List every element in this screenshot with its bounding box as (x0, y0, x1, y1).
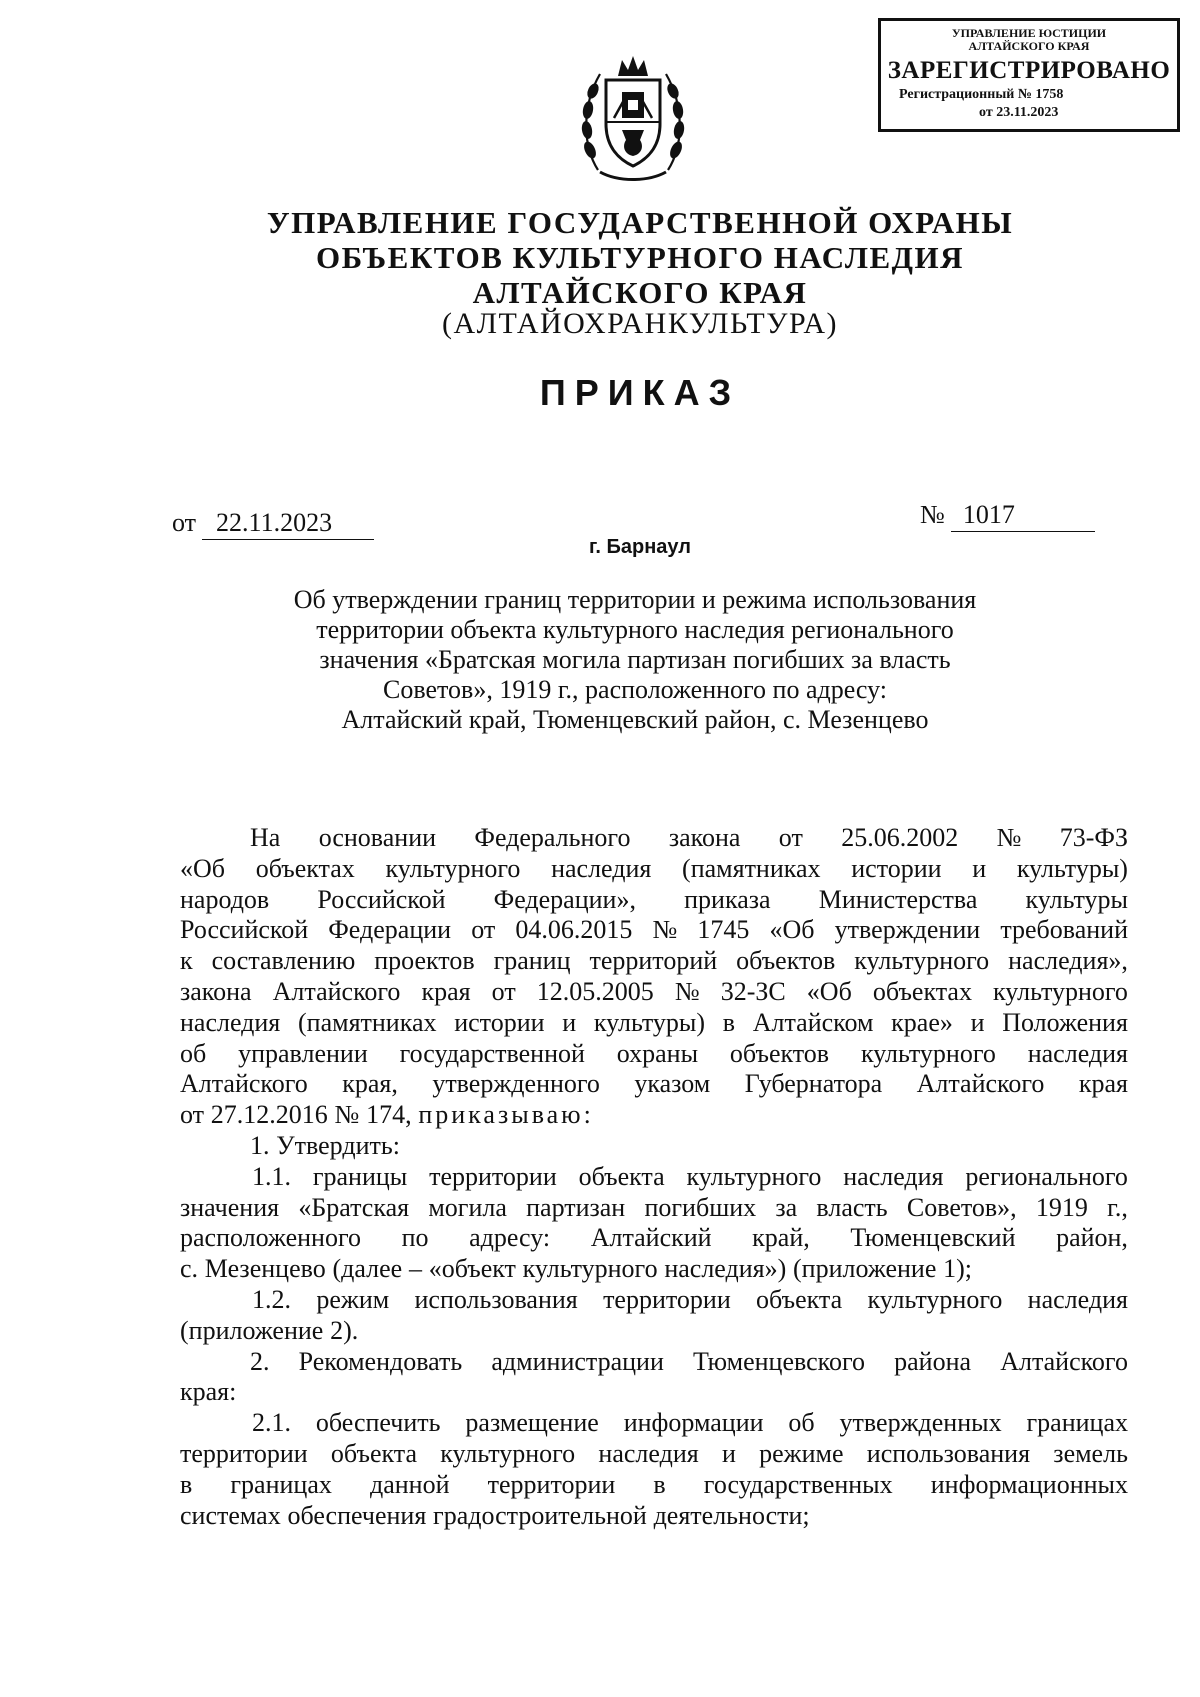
body-word: государственной (399, 1038, 585, 1068)
body-word: Губернатора (744, 1069, 883, 1099)
body-word: значения (180, 1192, 280, 1222)
body-word: Федерального (474, 823, 631, 852)
body-word: Мезенцево (204, 1254, 326, 1284)
body-word: границы (312, 1161, 408, 1191)
document-subject (230, 585, 1040, 735)
body-word: крае» (891, 1007, 953, 1037)
body-word: управлении (238, 1038, 368, 1068)
body-word: культурного (686, 1161, 822, 1191)
body-word: наследия») (664, 1254, 787, 1284)
body-word: территории (487, 1469, 616, 1499)
body-word: № (674, 976, 700, 1006)
body-word: Алтайского (180, 1069, 308, 1099)
body-word: г., (1107, 1192, 1128, 1222)
body-word: по (401, 1223, 429, 1253)
body-word: Федерации», (493, 884, 636, 914)
subject-line: Советов», 1919 г., расположенного по адресу: (383, 675, 887, 704)
body-word: 04.06.2015 (515, 915, 633, 945)
body-line (180, 1100, 1128, 1131)
body-word: данной (370, 1469, 450, 1499)
body-word: территорий (589, 946, 718, 976)
body-word: края, (342, 1069, 398, 1099)
body-word: культурного (993, 976, 1128, 1006)
body-word: 27.12.2016 (210, 1100, 328, 1130)
body-word: могила (428, 1192, 507, 1222)
body-word: составлению (211, 946, 356, 976)
body-line (180, 1008, 1128, 1039)
body-word: Федерации (328, 915, 452, 945)
body-word: в (722, 1007, 735, 1037)
body-word: Российской (180, 915, 309, 945)
body-word: от (491, 976, 516, 1006)
body-word: основании (318, 823, 437, 852)
header-line-2: ОБЪЕКТОВ КУЛЬТУРНОГО НАСЛЕДИЯ (316, 240, 964, 275)
body-word: с. (180, 1254, 199, 1284)
body-word: Алтайский (590, 1223, 712, 1253)
body-word: объектов (736, 946, 836, 976)
body-word: 73-ФЗ (1059, 823, 1128, 852)
header-line-1: УПРАВЛЕНИЕ ГОСУДАРСТВЕННОЙ ОХРАНЫ (266, 205, 1014, 240)
body-word: (приложение (180, 1315, 324, 1345)
body-word: культурного (867, 1284, 1003, 1314)
body-word: Утвердить: (276, 1130, 400, 1160)
body-word: объекта (578, 1161, 665, 1191)
body-line (180, 1039, 1128, 1070)
date-prefix: от (172, 508, 197, 537)
body-line (180, 823, 1128, 854)
body-word: культуры (1025, 884, 1128, 914)
body-word: (памятниках (682, 853, 821, 883)
body-word: расположенного (180, 1223, 361, 1253)
body-word: Тюменцевского (692, 1346, 866, 1376)
body-word: Алтайском (752, 1007, 874, 1037)
body-word: края (1078, 1069, 1128, 1099)
body-word: Советов», (906, 1192, 1017, 1222)
body-word: использования (414, 1284, 578, 1314)
subject-line: Об утверждении границ территории и режима использования (293, 585, 977, 614)
body-line (180, 1347, 1128, 1378)
body-word: Министерства (818, 884, 978, 914)
body-word: утвержденного (432, 1069, 600, 1099)
body-word: земель (1053, 1438, 1128, 1468)
body-word: системах (180, 1500, 281, 1530)
body-word: указом (634, 1069, 711, 1099)
body-word: закона (668, 823, 741, 852)
body-word: объектах (872, 976, 972, 1006)
body-word: объектов (729, 1038, 830, 1068)
body-word: культурного (385, 853, 521, 883)
coat-of-arms-icon (578, 50, 688, 186)
body-word: (памятниках (298, 1007, 437, 1037)
body-word: «объект (428, 1254, 516, 1284)
body-word: и (972, 853, 987, 883)
body-word: района (894, 1346, 972, 1376)
body-word: истории (454, 1007, 545, 1037)
body-word: деятельности; (653, 1500, 810, 1530)
body-word: об (788, 1408, 815, 1438)
body-line (180, 1131, 1128, 1162)
body-word: культурного (522, 1254, 658, 1284)
body-line (180, 1254, 1128, 1285)
body-word: территории (603, 1284, 731, 1314)
organization-short-name: (АЛТАЙОХРАНКУЛЬТУРА) (442, 307, 838, 340)
body-word: Тюменцевский (850, 1223, 1016, 1253)
body-word: «Об (180, 853, 226, 883)
body-word: информации (623, 1408, 764, 1438)
body-word: 2.1. (252, 1408, 291, 1438)
stamp-reg-number: Регистрационный № 1758 (899, 87, 1064, 102)
body-word: 174, (366, 1100, 412, 1130)
body-line (180, 885, 1128, 916)
body-word: размещение (465, 1408, 599, 1438)
body-word: 12.05.2005 (536, 976, 654, 1006)
body-word: в (180, 1469, 193, 1499)
body-line (180, 1408, 1128, 1439)
body-word: Положения (1002, 1007, 1128, 1037)
number-field (920, 500, 1095, 532)
body-word: 1745 (697, 915, 750, 945)
organization-header (150, 205, 1130, 310)
body-word: наследия (180, 1007, 281, 1037)
registration-stamp (878, 18, 1180, 132)
body-word: народов (180, 884, 270, 914)
body-word: (далее (332, 1254, 403, 1284)
body-word: края (421, 976, 471, 1006)
body-word: использования (866, 1438, 1031, 1468)
body-word: границах (1026, 1408, 1128, 1438)
body-line (180, 1285, 1128, 1316)
body-word: наследия (551, 853, 652, 883)
body-word: 1919 (1035, 1192, 1088, 1222)
body-word: Алтайского (1000, 1346, 1128, 1376)
body-word: и (970, 1007, 985, 1037)
document-body (180, 823, 1128, 1531)
body-word: край, (752, 1223, 810, 1253)
body-word: от (180, 1100, 205, 1130)
body-word: от (471, 915, 496, 945)
body-word: и (721, 1438, 736, 1468)
body-word: культурного (440, 1438, 576, 1468)
body-word: государственных (703, 1469, 893, 1499)
body-word: об (180, 1038, 207, 1068)
body-word: обеспечить (315, 1408, 441, 1438)
body-word: требований (1000, 915, 1128, 945)
body-line (180, 1223, 1128, 1254)
body-word: район, (1056, 1223, 1128, 1253)
city: г. Барнаул (589, 536, 691, 558)
body-word: 2). (330, 1315, 359, 1345)
body-word: от (778, 823, 803, 852)
body-word: информационных (930, 1469, 1128, 1499)
body-word: режим (316, 1284, 390, 1314)
body-word: 32-ЗС (720, 976, 786, 1006)
body-word: 1); (943, 1254, 972, 1284)
body-line (180, 977, 1128, 1008)
body-word: № (334, 1100, 360, 1130)
body-word: культуры) (1016, 853, 1128, 883)
body-word: партизан (526, 1192, 626, 1222)
body-word: 1.1. (252, 1161, 291, 1191)
body-word: «Об (769, 915, 815, 945)
body-word: границах (230, 1469, 332, 1499)
body-word: приказываю: (418, 1100, 594, 1130)
body-word: и (562, 1007, 577, 1037)
body-word: власть (816, 1192, 888, 1222)
subject-line: территории объекта культурного наследия регионального (316, 615, 954, 644)
body-word: 1. (250, 1130, 270, 1160)
body-word: охраны (616, 1038, 699, 1068)
body-word: проектов (374, 946, 475, 976)
body-word: территории (180, 1438, 308, 1468)
body-line (180, 854, 1128, 885)
header-line-3: АЛТАЙСКОГО КРАЯ (472, 275, 808, 310)
body-word: объекта (756, 1284, 843, 1314)
body-word: № (652, 915, 678, 945)
number-prefix: № (920, 500, 945, 529)
stamp-org-line-1: УПРАВЛЕНИЕ ЮСТИЦИИ (951, 26, 1107, 40)
body-word: режиме (759, 1438, 844, 1468)
body-line (180, 1377, 1128, 1408)
body-word: администрации (491, 1346, 664, 1376)
document-type: ПРИКАЗ (539, 372, 741, 413)
body-line (180, 1501, 1128, 1532)
body-word: наследия (1027, 1284, 1128, 1314)
body-line (180, 1193, 1128, 1224)
body-word: Рекомендовать (298, 1346, 463, 1376)
subject-line: значения «Братская могила партизан погибших за власть (319, 645, 951, 674)
body-word: 25.06.2002 (841, 823, 959, 852)
body-word: обеспечения (287, 1500, 427, 1530)
body-word: утверждении (834, 915, 981, 945)
stamp-status: ЗАРЕГИСТРИРОВАНО (887, 57, 1171, 84)
subject-line: Алтайский край, Тюменцевский район, с. Мезенцево (341, 705, 929, 734)
body-line (180, 1069, 1128, 1100)
body-word: регионального (965, 1161, 1128, 1191)
body-word: адресу: (469, 1223, 551, 1253)
body-line (180, 946, 1128, 977)
body-line (180, 1162, 1128, 1193)
body-word: границ (493, 946, 571, 976)
body-word: объекта (330, 1438, 417, 1468)
body-word: 2. (250, 1346, 270, 1376)
body-word: приказа (684, 884, 771, 914)
body-word: в (653, 1469, 666, 1499)
body-word: № (996, 823, 1022, 852)
stamp-reg-date: от 23.11.2023 (979, 105, 1059, 120)
body-word: (приложение (793, 1254, 937, 1284)
body-word: края: (180, 1377, 237, 1407)
body-word: 1.2. (252, 1284, 291, 1314)
body-word: к (180, 946, 193, 976)
body-word: закона (180, 976, 252, 1006)
body-word: погибших (644, 1192, 757, 1222)
body-word: за (775, 1192, 798, 1222)
body-word: Алтайского (916, 1069, 1045, 1099)
body-word: На (250, 823, 281, 852)
body-word: территории (429, 1161, 557, 1191)
body-word: – (408, 1254, 422, 1284)
body-line (180, 1439, 1128, 1470)
body-line (180, 1470, 1128, 1501)
body-word: «Об (806, 976, 852, 1006)
body-word: Российской (317, 884, 446, 914)
body-word: культурного (854, 946, 990, 976)
body-word: культурного (860, 1038, 996, 1068)
body-line (180, 1316, 1128, 1347)
body-word: наследия (1027, 1038, 1128, 1068)
document-number: 1017 (951, 500, 1095, 532)
stamp-org-line-2: АЛТАЙСКОГО КРАЯ (968, 39, 1090, 53)
body-word: утвержденных (839, 1408, 1002, 1438)
body-word: наследия (843, 1161, 944, 1191)
body-word: градостроительной (433, 1500, 647, 1530)
body-word: культуры) (593, 1007, 705, 1037)
body-word: наследия», (1008, 946, 1128, 976)
body-word: объектах (255, 853, 355, 883)
body-word: наследия (598, 1438, 699, 1468)
document-date: 22.11.2023 (202, 508, 374, 540)
body-word: истории (851, 853, 942, 883)
body-word: «Братская (298, 1192, 410, 1222)
body-word: Алтайского (272, 976, 401, 1006)
body-line (180, 915, 1128, 946)
